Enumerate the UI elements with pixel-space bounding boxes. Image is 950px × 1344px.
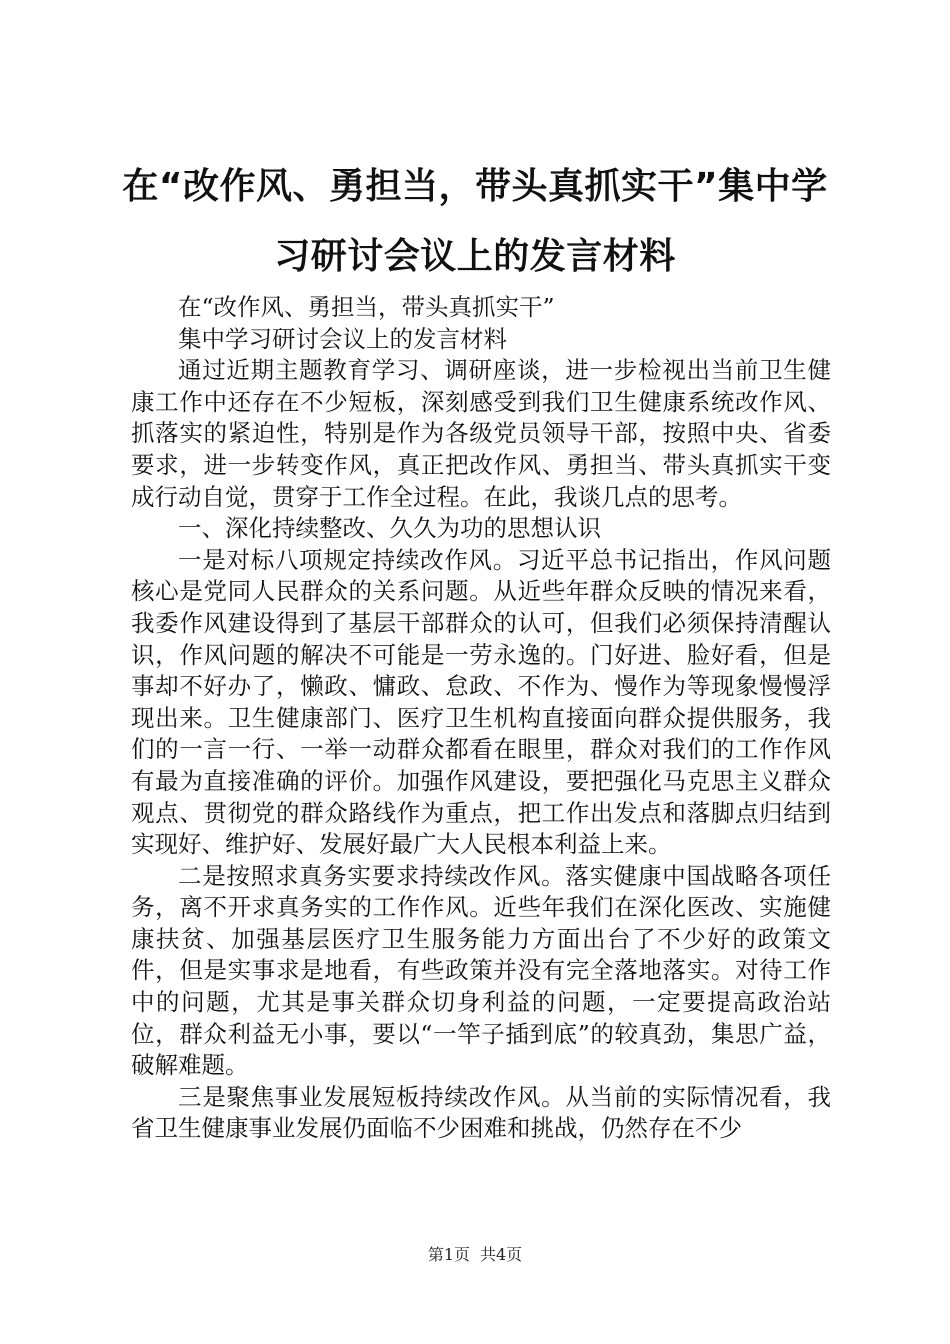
page-total: 共4页: [480, 1245, 523, 1264]
document-body: [131, 292, 831, 1145]
paragraph-point-3: 三是聚焦事业发展短板持续改作风。从当前的实际情况看，我省卫生健康事业发展仍面临不少困难和挑战，仍然存在不少: [131, 1082, 831, 1143]
paragraph-point-2: 二是按照求真务实要求持续改作风。落实健康中国战略各项任务，离不开求真务实的工作作风。近些年我们在深化医改、实施健康扶贫、加强基层医疗卫生服务能力方面出台了不少好的政策文件，但是实事求是地看，有些政策并没有完全落地落实。对待工作中的问题，尤其是事关群众切身利益的问题，一定要提高政治站位，群众利益无小事，要以“一竿子插到底”的较真劲，集思广益，破解难题。: [131, 861, 831, 1080]
page-footer: [0, 1244, 950, 1266]
intro-paragraph: 通过近期主题教育学习、调研座谈，进一步检视出当前卫生健康工作中还存在不少短板，深刻感受到我们卫生健康系统改作风、抓落实的紧迫性，特别是作为各级党员领导干部，按照中央、省委要求，进一步转变作风，真正把改作风、勇担当、带头真抓实干变成行动自觉，贯穿于工作全过程。在此，我谈几点的思考。: [131, 356, 831, 511]
subtitle-line-2: 集中学习研讨会议上的发言材料: [178, 324, 507, 353]
subtitle-line-1: 在“改作风、勇担当，带头真抓实干”: [178, 293, 555, 321]
document-title: 在“改作风、勇担当，带头真抓实干”集中学习研讨会议上的发言材料: [122, 166, 828, 277]
section-heading: 一、深化持续整改、久久为功的思想认识: [178, 514, 601, 543]
page-number: 第1页: [427, 1245, 470, 1264]
paragraph-point-1: 一是对标八项规定持续改作风。习近平总书记指出，作风问题核心是党同人民群众的关系问题。从近些年群众反映的情况来看，我委作风建设得到了基层干部群众的认可，但我们必须保持清醒认识，作风问题的解决不可能是一劳永逸的。门好进、脸好看，但是事却不好办了，懒政、慵政、怠政、不作为、慢作为等现象慢慢浮现出来。卫生健康部门、医疗卫生机构直接面向群众提供服务，我们的一言一行、一举一动群众都看在眼里，群众对我们的工作作风有最为直接准确的评价。加强作风建设，要把强化马克思主义群众观点、贯彻党的群众路线作为重点，把工作出发点和落脚点归结到实现好、维护好、发展好最广大人民根本利益上来。: [131, 545, 831, 859]
